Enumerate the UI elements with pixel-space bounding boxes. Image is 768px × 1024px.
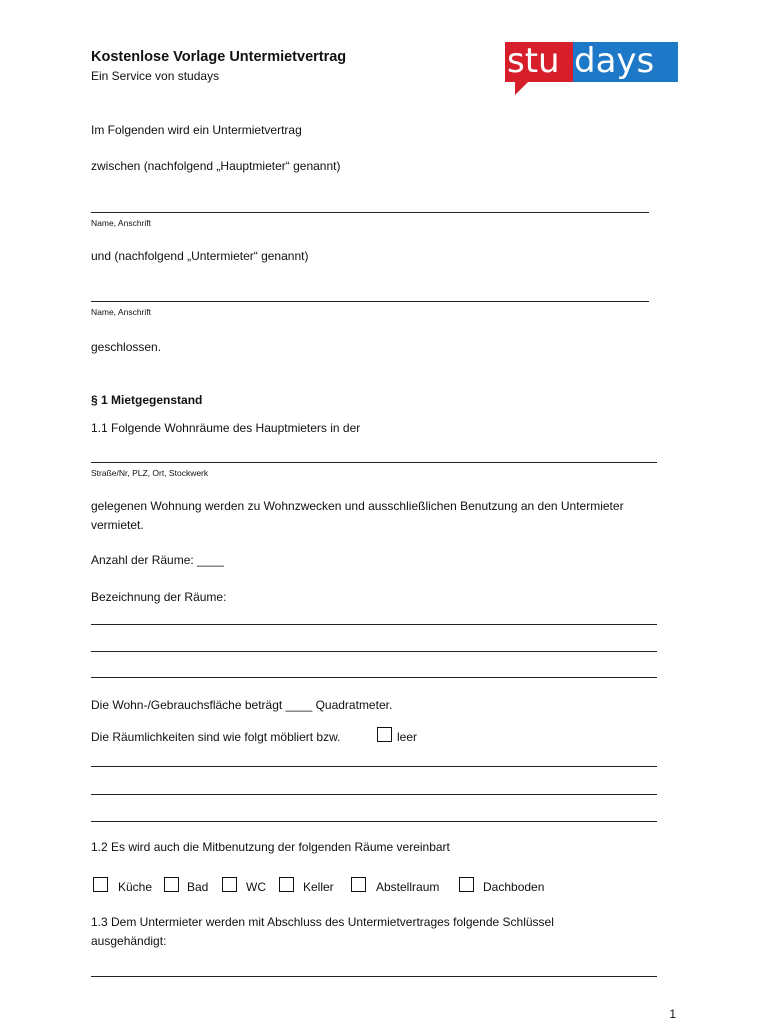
paragraph-1-3-line-1: 1.3 Dem Untermieter werden mit Abschluss des Untermietvertrages folgende Schlüssel	[91, 915, 554, 929]
subtenant-caption: Name, Anschrift	[91, 307, 151, 317]
logo-red-block	[505, 42, 573, 82]
keys-field[interactable]	[91, 976, 657, 977]
logo-blue-block	[573, 42, 678, 82]
intro-line-4: geschlossen.	[91, 340, 162, 354]
bathroom-label: Bad	[187, 880, 209, 894]
address-caption: Straße/Nr, PLZ, Ort, Stockwerk	[91, 468, 209, 478]
wc-label: WC	[246, 880, 266, 894]
intro-line-3: und (nachfolgend „Untermieter“ genannt)	[91, 249, 309, 263]
storage-room-label: Abstellraum	[376, 880, 440, 894]
kitchen-label: Küche	[118, 880, 153, 894]
main-tenant-field[interactable]	[91, 212, 649, 213]
intro-line-1: Im Folgenden wird ein Untermietvertrag	[91, 123, 302, 137]
furnishing-field-3[interactable]	[91, 821, 657, 822]
logo-speech-tail	[515, 81, 529, 95]
empty-checkbox[interactable]	[377, 727, 392, 742]
located-text-line-1: gelegenen Wohnung werden zu Wohnzwecken und ausschließlichen Benutzung an den Untermieter	[91, 499, 624, 513]
paragraph-1-1: 1.1 Folgende Wohnräume des Hauptmieters in der	[91, 421, 361, 435]
document-subtitle: Ein Service von studays	[91, 69, 220, 83]
document-title: Kostenlose Vorlage Untermietvertrag	[91, 49, 347, 65]
paragraph-1-2: 1.2 Es wird auch die Mitbenutzung der folgenden Räume vereinbart	[91, 840, 450, 854]
subtenant-field[interactable]	[91, 301, 649, 302]
rooms-names-field-1[interactable]	[91, 624, 657, 625]
rooms-names-field-2[interactable]	[91, 651, 657, 652]
logo-text-part2: days	[574, 41, 655, 81]
wc-checkbox[interactable]	[222, 877, 237, 892]
located-text-line-2: vermietet.	[91, 518, 144, 532]
cellar-checkbox[interactable]	[279, 877, 294, 892]
logo-text-part1: stu	[507, 41, 560, 81]
attic-checkbox[interactable]	[459, 877, 474, 892]
rooms-count-label: Anzahl der Räume: ____	[91, 553, 224, 567]
main-tenant-caption: Name, Anschrift	[91, 218, 151, 228]
intro-line-2: zwischen (nachfolgend „Hauptmieter“ genannt)	[91, 159, 341, 173]
paragraph-1-3-line-2: ausgehändigt:	[91, 934, 167, 948]
furnishing-field-1[interactable]	[91, 766, 657, 767]
area-text: Die Wohn-/Gebrauchsfläche beträgt ____ Quadratmeter.	[91, 698, 393, 712]
bathroom-checkbox[interactable]	[164, 877, 179, 892]
studays-logo	[505, 42, 678, 82]
rooms-names-field-3[interactable]	[91, 677, 657, 678]
cellar-label: Keller	[303, 880, 334, 894]
section-1-heading: § 1 Mietgegenstand	[91, 393, 203, 407]
furnishing-field-2[interactable]	[91, 794, 657, 795]
furnished-text: Die Räumlichkeiten sind wie folgt möbliert bzw.	[91, 730, 341, 744]
storage-room-checkbox[interactable]	[351, 877, 366, 892]
kitchen-checkbox[interactable]	[93, 877, 108, 892]
address-field[interactable]	[91, 462, 657, 463]
attic-label: Dachboden	[483, 880, 545, 894]
rooms-names-label: Bezeichnung der Räume:	[91, 590, 227, 604]
page-number: 1	[669, 1007, 676, 1021]
empty-label: leer	[397, 730, 418, 744]
